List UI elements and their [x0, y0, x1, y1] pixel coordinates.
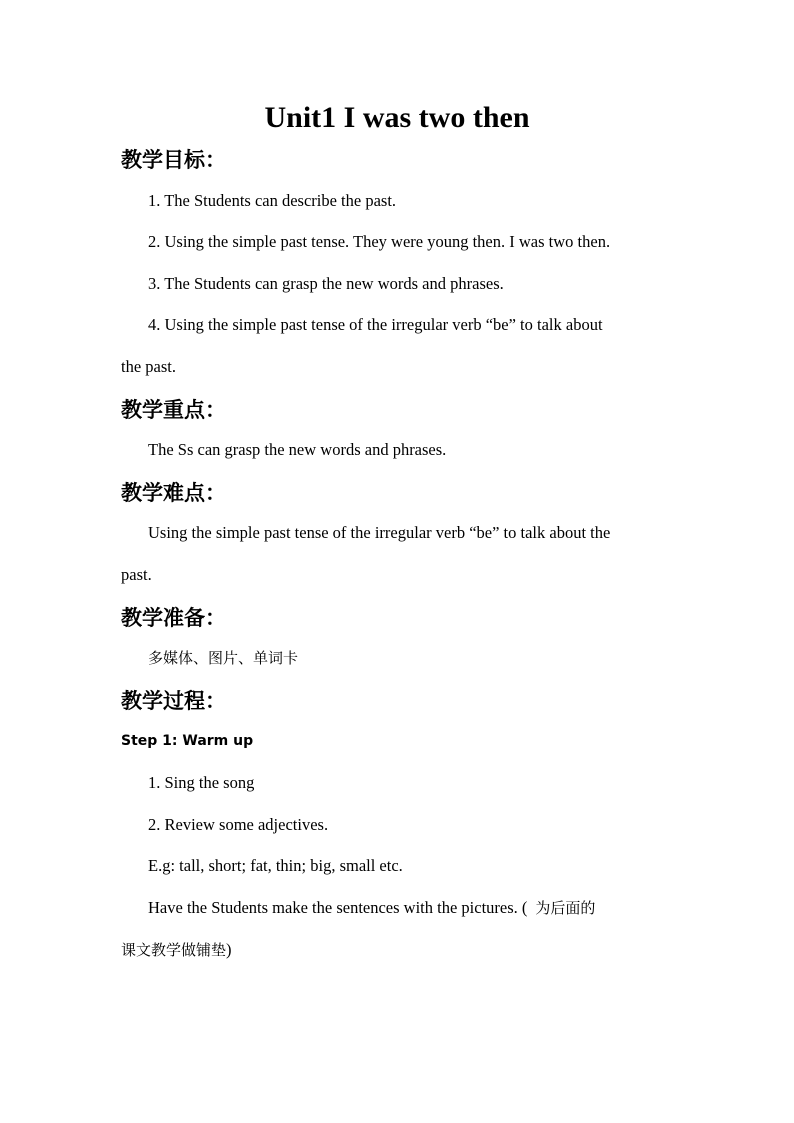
preparation-heading: 教学准备：	[121, 606, 226, 630]
step-1-item-2: 2. Review some adjectives.	[148, 815, 329, 834]
step-1-note-chinese-start: 为后面的	[535, 899, 596, 917]
difficulties-text-line-1: Using the simple past tense of the irregular verb “be” to talk about the	[148, 523, 611, 542]
step-1-note-chinese-end: 课文教学做铺垫	[121, 941, 227, 959]
process-heading: 教学过程：	[121, 689, 226, 713]
step-1-note-close-paren: )	[226, 940, 232, 959]
step-1-title: Step 1: Warm up	[121, 733, 254, 749]
objective-item-3: 3. The Students can grasp the new words and phrases.	[148, 274, 504, 293]
objectives-heading: 教学目标：	[121, 148, 226, 172]
step-1-note-english: Have the Students make the sentences with the pictures. (	[148, 898, 528, 917]
key-points-text: The Ss can grasp the new words and phrases.	[148, 440, 447, 459]
step-1-note-line-1	[148, 897, 595, 919]
difficulties-heading: 教学难点：	[121, 481, 226, 505]
objective-item-4-continued: the past.	[121, 357, 176, 376]
objective-item-2: 2. Using the simple past tense. They were young then. I was two then.	[148, 232, 611, 251]
objective-item-4: 4. Using the simple past tense of the irregular verb “be” to talk about	[148, 315, 603, 334]
key-points-heading: 教学重点：	[121, 398, 226, 422]
page-title: Unit1 I was two then	[264, 101, 530, 134]
step-1-item-1: 1. Sing the song	[148, 773, 255, 792]
step-1-item-3: E.g: tall, short; fat, thin; big, small etc.	[148, 856, 403, 875]
difficulties-text-line-2: past.	[121, 565, 152, 584]
preparation-text: 多媒体、图片、单词卡	[148, 649, 299, 667]
step-1-note-line-2	[121, 939, 232, 961]
objective-item-1: 1. The Students can describe the past.	[148, 191, 397, 210]
